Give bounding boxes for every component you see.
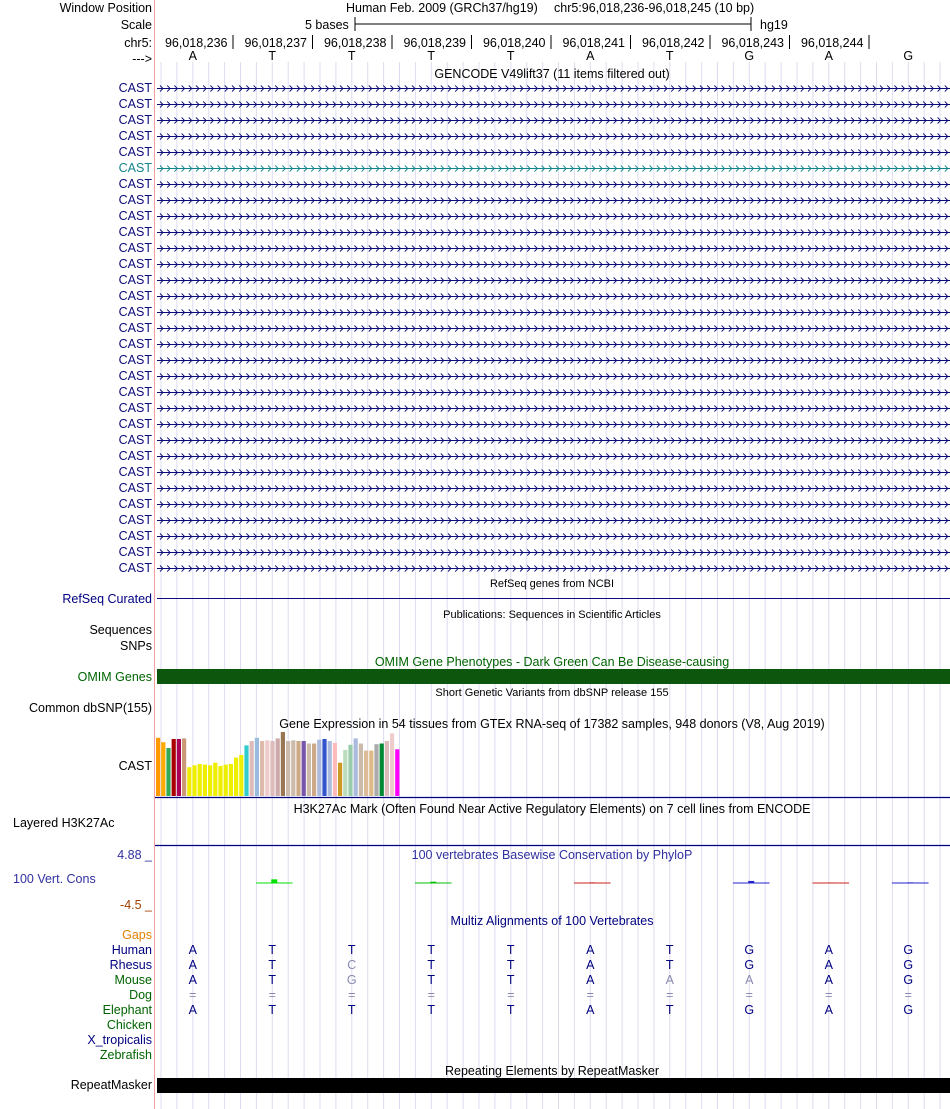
multiz-base: G (744, 943, 755, 957)
gtex-tissue-bar (317, 740, 321, 796)
sequence-base: A (586, 49, 595, 63)
gtex-tissue-bar (354, 738, 358, 796)
omim-track-title[interactable]: OMIM Gene Phenotypes - Dark Green Can Be Disease-causing (374, 655, 730, 669)
dbsnp-track-title[interactable]: Short Genetic Variants from dbSNP release 155 (435, 687, 669, 699)
window-position-label: Window Position (59, 1, 152, 15)
multiz-base: = (586, 988, 594, 1002)
gencode-transcript-label[interactable]: CAST (118, 385, 152, 399)
gencode-transcript-label[interactable]: CAST (118, 353, 152, 367)
gtex-tissue-bar (369, 751, 373, 796)
gtex-tissue-bar (239, 755, 243, 796)
assembly-name[interactable]: Human Feb. 2009 (GRCh37/hg19) (346, 1, 538, 15)
coordinate-label: 96,018,238 (323, 36, 387, 50)
gencode-transcript-label[interactable]: CAST (118, 561, 152, 575)
gtex-tissue-bar (385, 741, 389, 796)
scale-db: hg19 (760, 18, 788, 32)
phylop-score-bar (271, 879, 277, 883)
gencode-transcript-label[interactable]: CAST (118, 369, 152, 383)
gtex-tissue-bar (302, 741, 306, 796)
coordinate-label: 96,018,243 (721, 36, 784, 50)
phylop-score-bar (828, 882, 834, 883)
sequence-base: T (268, 49, 277, 63)
sequence-base: T (347, 49, 356, 63)
multiz-base: = (427, 988, 435, 1002)
sequence-base: A (824, 49, 833, 63)
multiz-base: T (347, 943, 356, 957)
gtex-tissue-bar (172, 739, 176, 796)
gtex-tissue-bar (213, 763, 217, 796)
gtex-tissue-bar (224, 765, 228, 796)
multiz-base: = (348, 988, 356, 1002)
multiz-species-label[interactable]: Human (111, 943, 152, 957)
gencode-transcript-label[interactable]: CAST (118, 81, 152, 95)
publications-snps-label[interactable]: SNPs (120, 639, 152, 653)
gencode-transcript-label[interactable]: CAST (118, 241, 152, 255)
sequence-base: G (903, 49, 914, 63)
gtex-tissue-bar (166, 748, 170, 796)
multiz-base: G (903, 973, 914, 987)
multiz-base: T (268, 943, 277, 957)
phylop-score-bar (907, 882, 913, 883)
gencode-transcript-label[interactable]: CAST (118, 465, 152, 479)
common-dbsnp-label[interactable]: Common dbSNP(155) (29, 701, 152, 715)
gtex-tissue-bar (338, 763, 342, 796)
gencode-transcript-label[interactable]: CAST (118, 289, 152, 303)
strand-label[interactable]: ---> (132, 52, 152, 66)
multiz-base: = (507, 988, 515, 1002)
multiz-base: T (268, 958, 277, 972)
multiz-base: A (188, 1003, 197, 1017)
multiz-base: A (586, 943, 595, 957)
gtex-tissue-bar (187, 767, 191, 796)
multiz-species-label[interactable]: Chicken (106, 1018, 152, 1032)
gtex-tissue-bar (182, 738, 186, 796)
gencode-transcript-label[interactable]: CAST (118, 481, 152, 495)
gtex-tissue-bar (229, 764, 233, 796)
publications-sequences-label[interactable]: Sequences (89, 623, 152, 637)
multiz-base: T (268, 1003, 277, 1017)
multiz-base: = (745, 988, 753, 1002)
repeatmasker-track-title[interactable]: Repeating Elements by RepeatMasker (444, 1064, 660, 1078)
gencode-transcript-label[interactable]: CAST (118, 225, 152, 239)
gtex-gene-label[interactable]: CAST (118, 759, 152, 773)
multiz-base: = (189, 988, 197, 1002)
multiz-base: T (506, 943, 515, 957)
refseq-track-title[interactable]: RefSeq genes from NCBI (489, 578, 615, 590)
gencode-transcript-label[interactable]: CAST (118, 337, 152, 351)
multiz-species-label[interactable]: Mouse (114, 973, 152, 987)
gtex-tissue-bar (161, 742, 165, 796)
gencode-transcript-label[interactable]: CAST (118, 305, 152, 319)
scale-bases: 5 bases (305, 18, 349, 32)
gencode-transcript-label[interactable]: CAST (118, 209, 152, 223)
gtex-tissue-bar (291, 740, 295, 796)
gtex-tissue-bar (265, 740, 269, 796)
gtex-tissue-bar (322, 739, 326, 796)
multiz-base: T (427, 973, 436, 987)
multiz-base: T (427, 1003, 436, 1017)
coordinate-label: 96,018,237 (244, 36, 307, 50)
multiz-base: T (427, 943, 436, 957)
gencode-transcript-label[interactable]: CAST (118, 433, 152, 447)
coordinate-label: 96,018,244 (800, 36, 864, 50)
sequence-base: T (427, 49, 436, 63)
gencode-transcript-label[interactable]: CAST (118, 113, 152, 127)
multiz-base: T (347, 1003, 356, 1017)
gtex-tissue-bar (348, 745, 352, 796)
multiz-base: T (268, 973, 277, 987)
multiz-base: T (427, 958, 436, 972)
multiz-track-title[interactable]: Multiz Alignments of 100 Vertebrates (450, 914, 654, 928)
multiz-base: A (586, 1003, 595, 1017)
coordinate-label: 96,018,242 (641, 36, 705, 50)
gencode-transcript-label[interactable]: CAST (118, 449, 152, 463)
gtex-tissue-bar (203, 765, 207, 796)
position-range[interactable]: chr5:96,018,236-96,018,245 (10 bp) (554, 1, 755, 15)
phylop-track-label[interactable]: 100 Vert. Cons (13, 872, 96, 886)
multiz-base: T (665, 943, 674, 957)
gtex-tissue-bar (380, 744, 384, 797)
multiz-base: = (666, 988, 674, 1002)
gtex-tissue-bar (390, 733, 394, 796)
omim-gene-bar (157, 669, 950, 684)
multiz-base: A (824, 943, 833, 957)
multiz-base: = (904, 988, 912, 1002)
gencode-transcript-label[interactable]: CAST (118, 545, 152, 559)
gencode-transcript-label[interactable]: CAST (118, 497, 152, 511)
multiz-base: = (825, 988, 833, 1002)
multiz-base: T (506, 973, 515, 987)
gencode-transcript-label[interactable]: CAST (118, 257, 152, 271)
coordinate-label: 96,018,239 (403, 36, 466, 50)
gencode-transcript-label[interactable]: CAST (118, 417, 152, 431)
coordinate-label: 96,018,240 (482, 36, 546, 50)
repeatmasker-element-bar (157, 1078, 950, 1093)
multiz-base: A (665, 973, 674, 987)
coordinate-label: 96,018,241 (562, 36, 625, 50)
multiz-species-label[interactable]: Rhesus (109, 958, 152, 972)
multiz-base: A (586, 958, 595, 972)
gtex-tissue-bar (286, 741, 290, 796)
sequence-base: T (665, 49, 674, 63)
gencode-transcript-label[interactable]: CAST (118, 273, 152, 287)
gencode-track-title[interactable]: GENCODE V49lift37 (11 items filtered out) (434, 67, 670, 81)
multiz-base: A (188, 973, 197, 987)
multiz-base: G (346, 973, 357, 987)
multiz-base: C (347, 958, 357, 972)
refseq-curated-label[interactable]: RefSeq Curated (62, 592, 152, 606)
gtex-tissue-bar (364, 751, 368, 796)
gtex-tissue-bar (260, 741, 264, 796)
gencode-transcript-label[interactable]: CAST (118, 321, 152, 335)
phylop-track-title[interactable]: 100 vertebrates Basewise Conservation by PhyloP (411, 848, 693, 862)
sequence-base: A (188, 49, 197, 63)
repeatmasker-label[interactable]: RepeatMasker (70, 1078, 152, 1092)
gtex-tissue-bar (328, 741, 332, 796)
multiz-base: T (506, 1003, 515, 1017)
gtex-track-title[interactable]: Gene Expression in 54 tissues from GTEx RNA-seq of 17382 samples, 948 donors (V8, Aug 2019) (279, 717, 825, 731)
gtex-tissue-bar (250, 741, 254, 796)
multiz-base: T (506, 958, 515, 972)
gtex-tissue-bar (198, 764, 202, 796)
sequence-base: T (506, 49, 515, 63)
phylop-min-label: -4.5 _ (120, 898, 152, 912)
gtex-tissue-bar (312, 744, 316, 797)
gtex-tissue-bar (359, 744, 363, 797)
multiz-species-label[interactable]: Zebrafish (99, 1048, 152, 1062)
multiz-gaps-label[interactable]: Gaps (122, 928, 152, 942)
multiz-base: A (824, 1003, 833, 1017)
gencode-transcript-label[interactable]: CAST (118, 161, 152, 175)
layered-h3k27ac-label[interactable]: Layered H3K27Ac (13, 816, 115, 830)
gtex-tissue-bar (234, 758, 238, 796)
gencode-transcript-label[interactable]: CAST (118, 97, 152, 111)
multiz-species-label[interactable]: X_tropicalis (87, 1033, 152, 1047)
gtex-tissue-bar (281, 732, 285, 796)
gtex-tissue-bar (296, 741, 300, 796)
gtex-tissue-bar (343, 750, 347, 796)
gencode-transcript-label[interactable]: CAST (118, 529, 152, 543)
multiz-base: = (268, 988, 276, 1002)
multiz-base: G (903, 958, 914, 972)
multiz-base: A (586, 973, 595, 987)
phylop-score-bar (430, 882, 436, 883)
gtex-tissue-bar (333, 743, 337, 796)
gtex-tissue-bar (218, 766, 222, 796)
h3k27ac-track-title[interactable]: H3K27Ac Mark (Often Found Near Active Regulatory Elements) on 7 cell lines from ENCODE (293, 802, 811, 816)
multiz-base: T (665, 958, 674, 972)
multiz-base: A (824, 958, 833, 972)
gtex-tissue-bar (244, 745, 248, 796)
gtex-tissue-bar (177, 739, 181, 796)
sequence-base: G (744, 49, 755, 63)
gencode-transcript-label[interactable]: CAST (118, 129, 152, 143)
chrom-label[interactable]: chr5: (124, 36, 152, 50)
multiz-base: A (824, 973, 833, 987)
phylop-score-bar (589, 882, 595, 883)
coordinate-label: 96,018,236 (164, 36, 228, 50)
gencode-transcript-label[interactable]: CAST (118, 177, 152, 191)
multiz-base: A (188, 943, 197, 957)
gtex-tissue-bar (374, 744, 378, 796)
gtex-tissue-bar (255, 738, 259, 796)
gtex-tissue-bar (307, 744, 311, 797)
multiz-base: G (903, 943, 914, 957)
omim-genes-label[interactable]: OMIM Genes (77, 670, 152, 684)
multiz-species-label[interactable]: Dog (129, 988, 152, 1002)
multiz-base: G (903, 1003, 914, 1017)
gtex-tissue-bar (156, 738, 160, 796)
gtex-tissue-bar (395, 749, 399, 796)
gencode-transcript-label[interactable]: CAST (118, 193, 152, 207)
publications-track-title[interactable]: Publications: Sequences in Scientific Articles (443, 609, 661, 621)
gtex-tissue-bar (276, 738, 280, 796)
scale-label: Scale (120, 18, 152, 32)
multiz-base: A (745, 973, 754, 987)
gtex-tissue-bar (192, 765, 196, 796)
gencode-transcript-label[interactable]: CAST (118, 145, 152, 159)
gencode-transcript-label[interactable]: CAST (118, 401, 152, 415)
multiz-base: A (188, 958, 197, 972)
gtex-tissue-bar (208, 765, 212, 796)
phylop-score-bar (748, 881, 754, 883)
gtex-tissue-bar (270, 741, 274, 796)
multiz-base: T (665, 1003, 674, 1017)
phylop-max-label: 4.88 _ (117, 848, 152, 862)
multiz-base: G (744, 1003, 755, 1017)
gencode-transcript-label[interactable]: CAST (118, 513, 152, 527)
multiz-species-label[interactable]: Elephant (102, 1003, 152, 1017)
multiz-base: G (744, 958, 755, 972)
